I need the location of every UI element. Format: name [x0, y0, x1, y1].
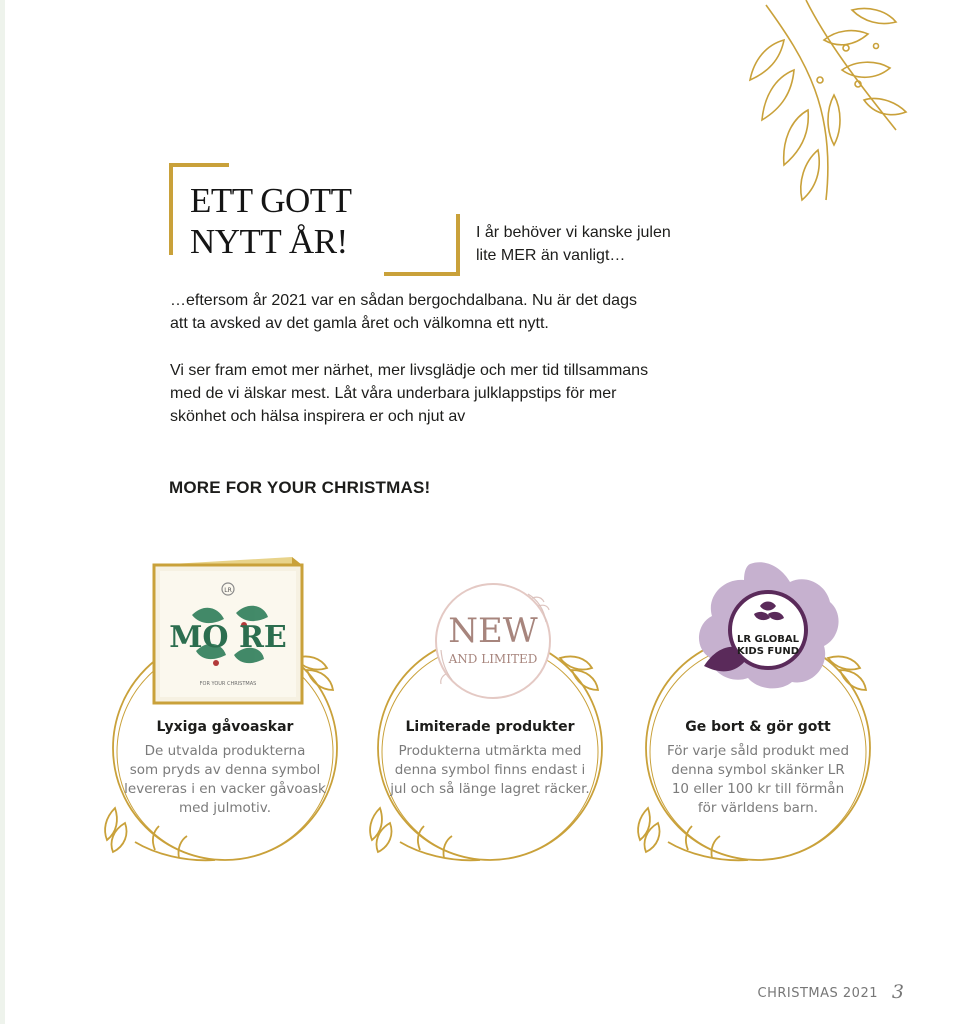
gift-box-logo: LR [224, 587, 232, 594]
card-1-line-1: De utvalda produkterna [144, 743, 306, 759]
card-1-line-3: levereras i en vacker gåvoask [124, 781, 326, 797]
card-text-give [638, 742, 878, 818]
intro-paragraph-1 [170, 289, 730, 335]
title-line-1: ETT GOTT [190, 181, 352, 220]
title-line-2: NYTT ÅR! [190, 222, 348, 261]
card-1-line-4: med julmotiv. [178, 800, 272, 816]
card-3-line-3: 10 eller 100 kr till förmån [671, 781, 845, 797]
new-badge-icon [432, 580, 554, 702]
gold-frame-corner-bottom-right [384, 214, 460, 276]
kids-fund-icon [694, 558, 844, 693]
badge-new-text: NEW [448, 611, 538, 651]
section-heading: MORE FOR YOUR CHRISTMAS! [169, 478, 431, 497]
card-1-line-2: som pryds av denna symbol [129, 762, 321, 778]
card-title-gift-boxes: Lyxiga gåvoaskar [156, 719, 294, 735]
intro-line-4: med de vi älskar mest. Låt våra underbara julklappstips för mer [170, 385, 617, 402]
intro-line-2: att ta avsked av det gamla året och välkomna ett nytt. [170, 315, 549, 332]
page-number: 3 [891, 981, 904, 1003]
card-2-line-1: Produkterna utmärkta med [398, 743, 582, 759]
gift-box-icon [152, 555, 304, 705]
footer-label: CHRISTMAS 2021 [757, 986, 878, 1001]
card-title-limited: Limiterade produkter [405, 719, 575, 735]
intro-line-5: skönhet och hälsa inspirera er och njut av [170, 408, 466, 425]
card-2-line-2: denna symbol finns endast i [394, 762, 586, 778]
tagline-line-2: lite MER än vanligt… [476, 247, 626, 264]
card-3-line-1: För varje såld produkt med [666, 743, 850, 759]
intro-line-3: Vi ser fram emot mer närhet, mer livsglädje och mer tid tillsammans [170, 362, 649, 379]
fund-logo-line-2: KIDS FUND [736, 646, 800, 657]
gift-box-caption: FOR YOUR CHRISTMAS [199, 681, 257, 687]
intro-paragraph-2 [170, 359, 730, 428]
tagline-line-1: I år behöver vi kanske julen [476, 224, 671, 241]
gift-box-letters: MO RE [169, 620, 287, 655]
card-2-line-3: jul och så länge lagret räcker. [390, 781, 590, 797]
fund-logo-line-1: LR GLOBAL [736, 634, 800, 645]
page-title [190, 180, 352, 262]
intro-line-1: …eftersom år 2021 var en sådan bergochdalbana. Nu är det dags [170, 292, 637, 309]
gold-branch-decoration [746, 0, 916, 205]
page-edge-strip [0, 0, 5, 1024]
card-text-limited [370, 742, 610, 799]
tagline [476, 221, 671, 267]
card-3-line-2: denna symbol skänker LR [671, 762, 845, 778]
card-text-gift-boxes [105, 742, 345, 818]
card-title-give: Ge bort & gör gott [685, 719, 831, 735]
card-3-line-4: för världens barn. [697, 800, 819, 816]
badge-limited-text: AND LIMITED [448, 652, 538, 666]
